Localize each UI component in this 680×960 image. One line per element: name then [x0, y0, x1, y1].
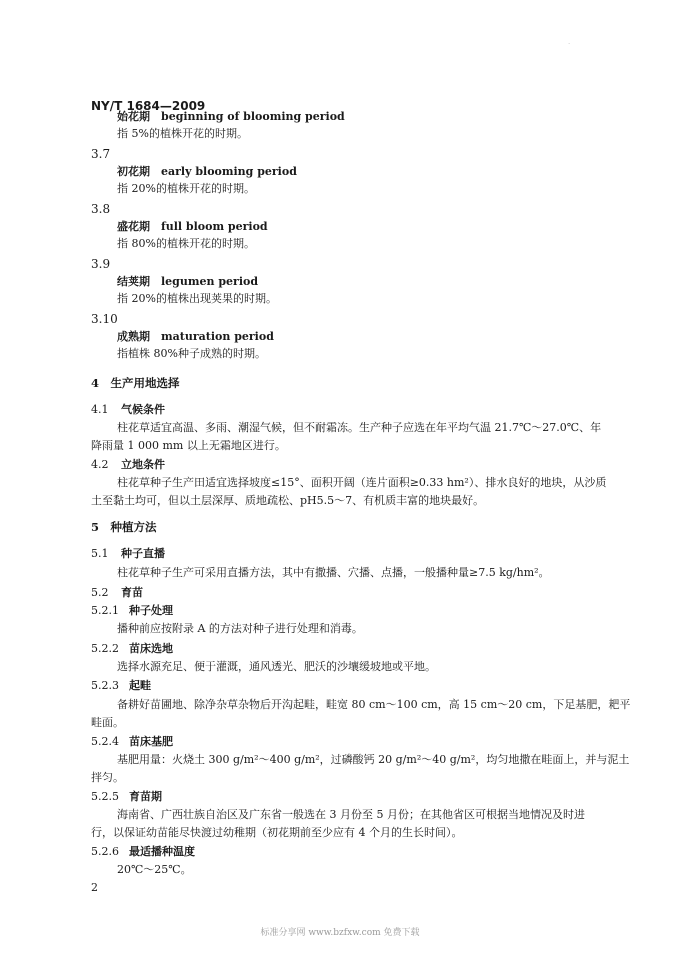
term-title: 盛花期 full bloom period [117, 220, 268, 233]
term-title: 始花期 beginning of blooming period [117, 110, 345, 123]
clause-title: 种子处理 [129, 604, 173, 617]
page-number: 2 [91, 881, 98, 894]
paragraph-line: 柱花草种子生产可采用直播方法，其中有撒播、穴播、点播，一般播种量≥7.5 kg/hm²。 [117, 566, 550, 579]
clause-heading [91, 605, 173, 616]
paragraph-line: 土至黏土均可，但以土层深厚、质地疏松、pH5.5～7、有机质丰富的地块最好。 [91, 494, 485, 507]
term-definition: 指 5%的植株开花的时期。 [117, 127, 248, 140]
clause-title: 苗床选地 [129, 642, 173, 655]
paragraph-line: 播种前应按附录 A 的方法对种子进行处理和消毒。 [117, 622, 363, 635]
standard-code: NY/T 1684—2009 [91, 99, 206, 113]
clause-heading [91, 459, 165, 470]
clause-number: 4.1 [91, 403, 109, 416]
clause-title: 气候条件 [121, 403, 165, 416]
clause-heading [91, 680, 151, 691]
paragraph-line: 选择水源充足、便于灌溉，通风透光、肥沃的沙壤缓坡地或平地。 [117, 660, 436, 673]
clause-number: 5.2.1 [91, 604, 119, 617]
paragraph-line: 柱花草适宜高温、多雨、潮湿气候，但不耐霜冻。生产种子应选在年平均气温 21.7℃～27.0℃、年 [117, 421, 602, 434]
clause-number: 5.2.6 [91, 845, 119, 858]
clause-number: 5.2.2 [91, 642, 119, 655]
paragraph-line: 备耕好苗圃地、除净杂草杂物后开沟起畦，畦宽 80 cm～100 cm，高 15 cm～20 cm，下足基肥，耙平 [117, 698, 631, 711]
clause-number: 5.2.4 [91, 735, 119, 748]
paragraph-line: 拌匀。 [91, 771, 124, 784]
clause-number: 5.2.3 [91, 679, 119, 692]
term-number: 3.7 [91, 147, 111, 161]
clause-number: 5.2.5 [91, 790, 119, 803]
term-title: 初花期 early blooming period [117, 165, 297, 178]
clause-heading [91, 404, 165, 415]
paragraph-line: 基肥用量：火烧土 300 g/m²～400 g/m²，过磷酸钙 20 g/m²～40 g/m²，均匀地撒在畦面上，并与泥土 [117, 753, 630, 766]
clause-number: 4.2 [91, 458, 109, 471]
clause-title: 起畦 [129, 679, 151, 692]
term-definition: 指 80%的植株开花的时期。 [117, 237, 255, 250]
paragraph-line: 畦面。 [91, 716, 124, 729]
term-title: 成熟期 maturation period [117, 330, 274, 343]
clause-heading [91, 548, 165, 559]
clause-heading [91, 736, 173, 747]
clause-title: 育苗 [121, 586, 143, 599]
term-number: 3.9 [91, 257, 111, 271]
corner-mark: · [568, 40, 571, 48]
section-heading: 4 生产用地选择 [91, 376, 180, 390]
term-definition: 指植株 80%种子成熟的时期。 [117, 347, 266, 360]
clause-title: 种子直播 [121, 547, 165, 560]
term-definition: 指 20%的植株出现荚果的时期。 [117, 292, 277, 305]
term-definition: 指 20%的植株开花的时期。 [117, 182, 255, 195]
paragraph-line: 20℃～25℃。 [117, 863, 192, 876]
clause-heading [91, 846, 195, 857]
paragraph-line: 行，以保证幼苗能尽快渡过幼稚期（初花期前至少应有 4 个月的生长时间）。 [91, 826, 463, 839]
term-title: 结荚期 legumen period [117, 275, 259, 288]
paragraph-line: 海南省、广西壮族自治区及广东省一般选在 3 月份至 5 月份；在其他省区可根据当地情况及时进 [117, 808, 585, 821]
section-heading: 5 种植方法 [91, 520, 157, 534]
clause-title: 最适播种温度 [129, 845, 195, 858]
paragraph-line: 柱花草种子生产田适宜选择坡度≤15°、面积开阔（连片面积≥0.33 hm²）、排水良好的地块，从沙质 [117, 476, 607, 489]
clause-title: 立地条件 [121, 458, 165, 471]
clause-title: 育苗期 [129, 790, 162, 803]
paragraph-line: 降雨量 1 000 mm 以上无霜地区进行。 [91, 439, 286, 452]
term-number: 3.10 [91, 312, 118, 326]
clause-number: 5.2 [91, 586, 109, 599]
clause-heading [91, 587, 143, 598]
clause-title: 苗床基肥 [129, 735, 173, 748]
term-number: 3.8 [91, 202, 111, 216]
clause-heading [91, 791, 162, 802]
clause-number: 5.1 [91, 547, 109, 560]
clause-heading [91, 643, 173, 654]
footer-watermark: 标准分享网 www.bzfxw.com 免费下载 [260, 928, 420, 938]
